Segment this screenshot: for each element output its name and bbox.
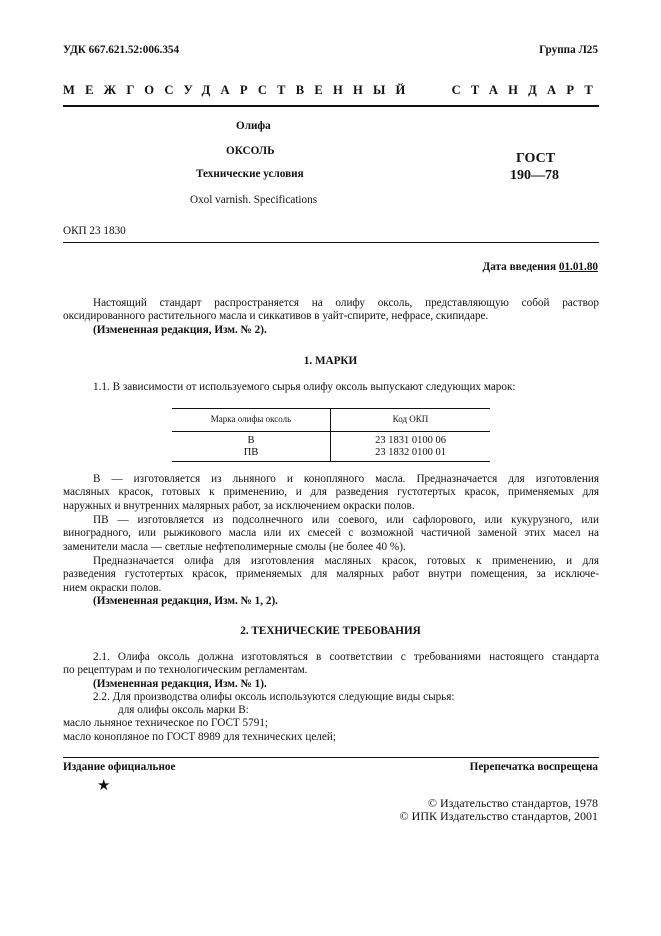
intro-date [483,261,598,274]
footer-rule [63,757,599,758]
raw-material-item: масло льняное техническое по ГОСТ 5791; [63,717,269,730]
text-line: Предназначается олифа для изготовления масляных красок, готовых к применению, и для [93,555,599,567]
section1-revision: (Измененная редакция, Изм. № 1, 2). [93,594,278,607]
table-header-row [172,409,490,432]
table-row [172,447,490,462]
paragraph-grade-b [63,473,599,513]
title-conditions: Технические условия [196,168,304,180]
okp-code: ОКП 23 1830 [63,225,126,237]
okp-rule [63,242,599,243]
text-line: ПВ — изготовляется из подсолнечного или соевого, или сафлорового, или кукурузного, или [93,514,599,526]
intro-line: оксидированного растительного масла и сиккативов в уайт-спирите, нефрасе, скипидаре. [63,310,489,323]
raw-material-item: масло конопляное по ГОСТ 8989 для технических целей; [63,730,336,743]
column-header: Марка олифы оксоль [172,409,331,432]
banner-rule [63,105,599,107]
title-olifa: Олифа [236,120,271,132]
clause-2-2: 2.2. Для производства олифы оксоль используются следующие виды сырья: [93,690,455,703]
text-line: масляных красок, готовых к применению, и для разведения густотертых красок, применяемых для [63,486,599,499]
clause-1-1: 1.1. В зависимости от используемого сырья олифу оксоль выпускают следующих марок: [93,381,516,393]
intro-paragraph [63,297,599,337]
text-line: В — изготовляется из льняного и конопляного масла. Предназначается для изготовления [93,473,599,485]
table-row [172,432,490,447]
intro-revision: (Измененная редакция, Изм. № 2). [93,323,267,336]
table-cell: В [172,432,331,447]
group-code: Группа Л25 [539,44,598,56]
section2-revision: (Измененная редакция, Изм. № 1). [93,677,267,690]
text-line: виноградного, или рыжикового масла или их смесей с возможной частичной заменой этих масел на [63,527,599,540]
standard-banner: МЕЖГОСУДАРСТВЕННЫЙ СТАНДАРТ [63,83,603,97]
text-line: по рецептурам и по технологическим регламентам. [63,664,308,677]
clause-2-1 [63,651,599,744]
table-cell: 23 1832 0100 01 [331,447,491,462]
reprint-notice: Перепечатка воспрещена [469,761,598,773]
copyright-1978: © Издательство стандартов, 1978 [427,796,598,810]
udk-code: УДК 667.621.52:006.354 [63,44,180,56]
text-line: разведения густотертых красок, применяемых для малярных работ внутри помещения, за исключе- [63,568,599,581]
marks-table [172,408,490,462]
section2-heading: 2. ТЕХНИЧЕСКИЕ ТРЕБОВАНИЯ [240,625,421,637]
text-line: нием окраски полов. [63,581,162,594]
title-oxol: ОКСОЛЬ [226,145,275,157]
section1-heading: 1. МАРКИ [303,355,358,367]
gost-number: 190—78 [510,168,559,183]
intro-date-value: 01.01.80 [558,261,598,273]
text-line: наружных и внутренних малярных работ, за исключением окраски полов. [63,499,415,512]
title-english: Oxol varnish. Specifications [190,194,318,206]
paragraph-purpose [63,555,599,608]
table-cell: ПВ [172,447,331,462]
text-line: 2.1. Олифа оксоль должна изготовляться в соответствии с требованиями настоящего стандарта [93,651,599,663]
star-icon: ★ [97,778,111,794]
intro-date-label: Дата введения [482,261,559,273]
table-cell: 23 1831 0100 06 [375,435,446,446]
paragraph-grade-pv [63,514,599,554]
official-edition: Издание официальное [63,761,176,773]
clause-2-2-sub: для олифы оксоль марки В: [118,704,249,717]
text-line: заменители масла — светлые нефтеполимерные смолы (не более 40 %). [63,540,406,553]
intro-line: Настоящий стандарт распространяется на олифу оксоль, представляющую собой раствор [93,297,599,309]
copyright-2001: © ИПК Издательство стандартов, 2001 [399,809,598,823]
gost-label: ГОСТ [516,151,556,166]
column-header: Код ОКП [331,409,491,432]
